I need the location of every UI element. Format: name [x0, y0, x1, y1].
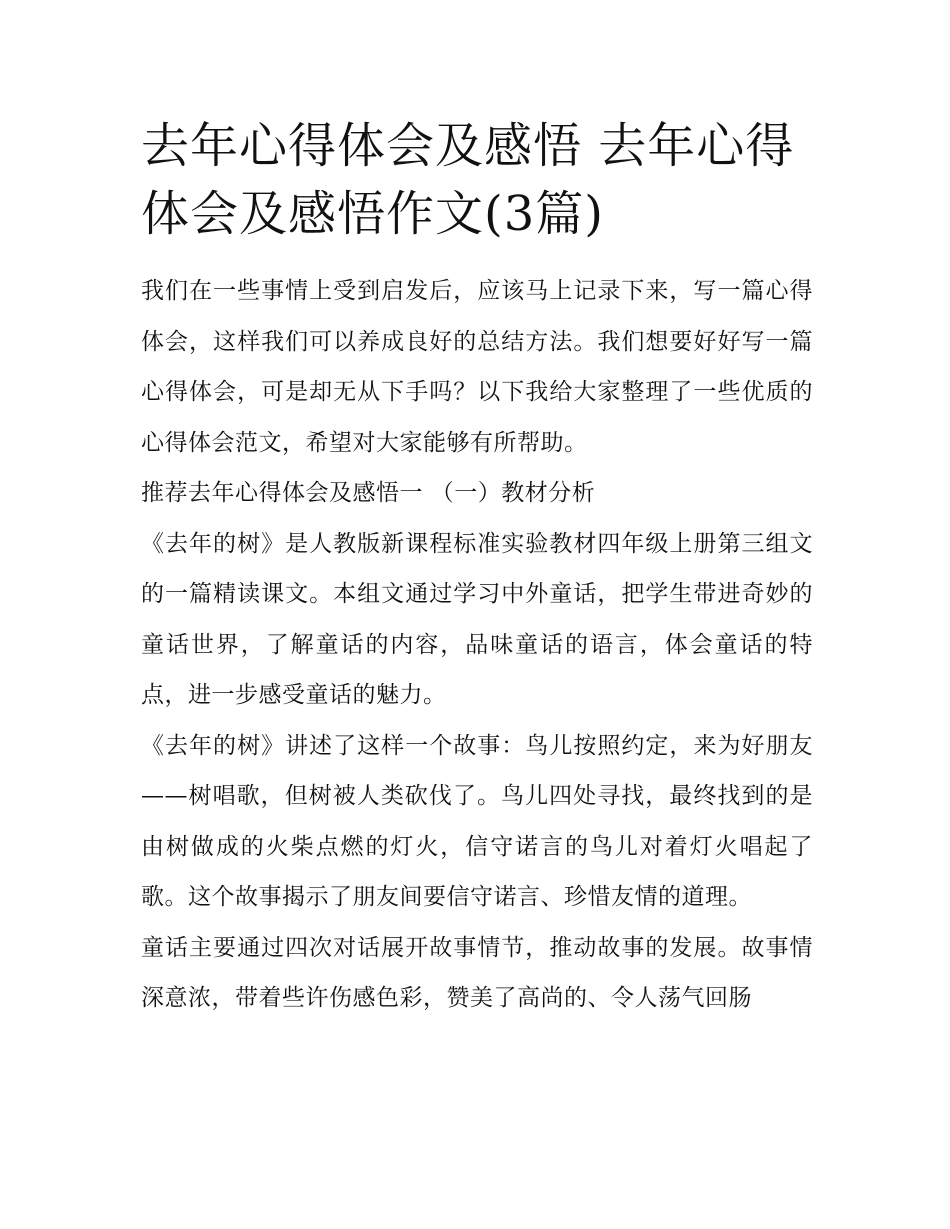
intro-paragraph: 我们在一些事情上受到启发后，应该马上记录下来，写一篇心得体会，这样我们可以养成良好的总结方法。我们想要好好写一篇心得体会，可是却无从下手吗？以下我给大家整理了一些优质的心得体会范文，希望对大家能够有所帮助。 — [141, 278, 813, 456]
body-paragraph: 《去年的树》讲述了这样一个故事：鸟儿按照约定，来为好朋友——树唱歌，但树被人类砍伐了。鸟儿四处寻找，最终找到的是由树做成的火柴点燃的灯火，信守诺言的鸟儿对着灯火唱起了歌。这个故事揭示了朋友间要信守诺言、珍惜友情的道理。 — [141, 732, 813, 910]
document-body — [141, 266, 813, 1024]
section-heading: 推荐去年心得体会及感悟一 （一）教材分析 — [141, 480, 596, 506]
body-paragraph: 《去年的树》是人教版新课程标准实验教材四年级上册第三组文的一篇精读课文。本组文通过学习中外童话，把学生带进奇妙的童话世界，了解童话的内容，品味童话的语言，体会童话的特点，进一步感受童话的魅力。 — [141, 530, 813, 708]
body-paragraph: 童话主要通过四次对话展开故事情节，推动故事的发展。故事情深意浓，带着些许伤感色彩，赞美了高尚的、令人荡气回肠 — [141, 934, 813, 1011]
document-title: 去年心得体会及感悟 去年心得体会及感悟作文(3篇) — [141, 118, 795, 242]
document-page — [141, 112, 813, 1024]
